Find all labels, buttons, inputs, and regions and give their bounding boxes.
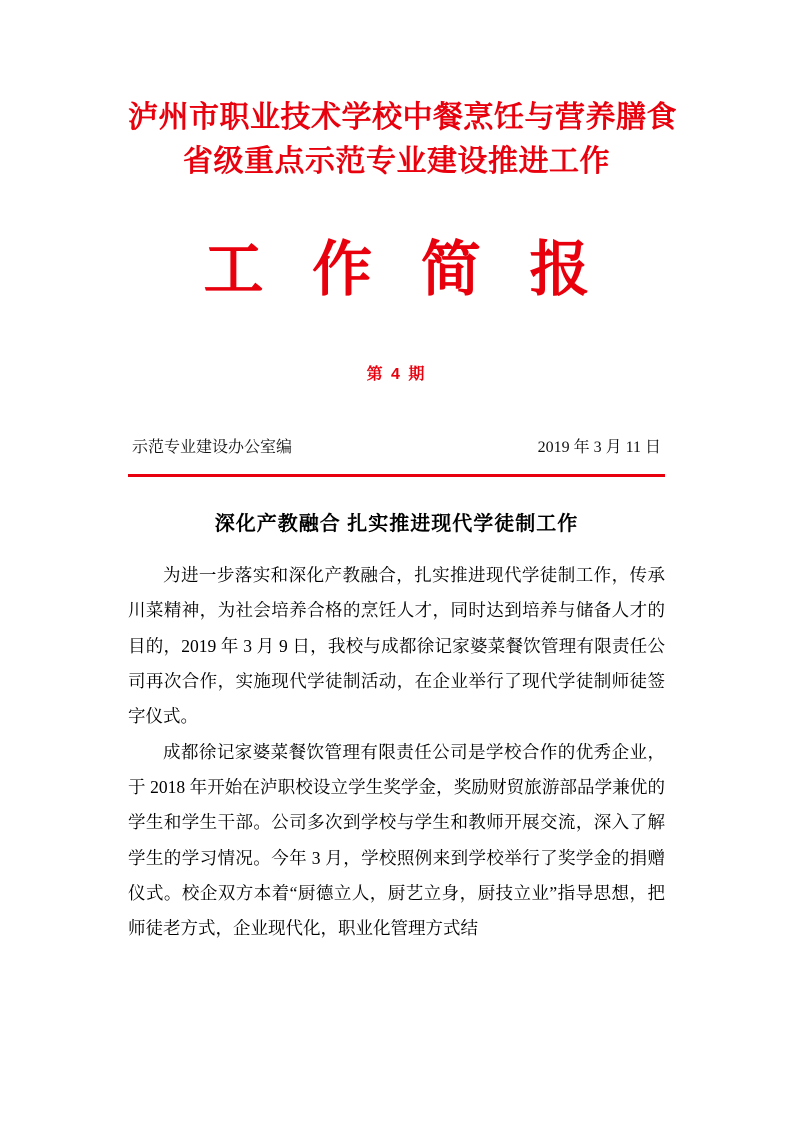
- publisher-label: 示范专业建设办公室编: [132, 439, 293, 456]
- publish-date: 2019 年 3 月 11 日: [537, 439, 661, 456]
- masthead-line-2: 省级重点示范专业建设推进工作: [183, 144, 610, 178]
- paragraph: 为进一步落实和深化产教融合，扎实推进现代学徒制工作，传承川菜精神，为社会培养合格的烹饪人才，同时达到培养与储备人才的目的，2019 年 3 月 9 日，我校与成都徐记家婆菜餐饮管理有限责任公司再次合作，实施现代学徒制活动，在企业举行了现代学徒制师徒签字仪式。: [128, 565, 665, 727]
- article-body: [128, 558, 665, 947]
- masthead-line-1: 泸州市职业技术学校中餐烹饪与营养膳食: [128, 101, 677, 134]
- red-divider: [128, 474, 665, 477]
- meta-row: [128, 434, 665, 457]
- issue-number: 第 4 期: [366, 366, 427, 383]
- bulletin-title: 工 作 简 报: [203, 236, 606, 303]
- article-title: 深化产教融合 扎实推进现代学徒制工作: [214, 513, 579, 535]
- masthead: [128, 0, 677, 183]
- paragraph: 成都徐记家婆菜餐饮管理有限责任公司是学校合作的优秀企业，于 2018 年开始在泸职校设立学生奖学金，奖励财贸旅游部品学兼优的学生和学生干部。公司多次到学校与学生和教师开展交流，深入了解学生的学习情况。今年 3 月，学校照例来到学校举行了奖学金的捐赠仪式。校企双方本着“厨德立人，厨艺立身，厨技立业”指导思想，把师徒老方式，企业现代化，职业化管理方式结: [128, 741, 665, 939]
